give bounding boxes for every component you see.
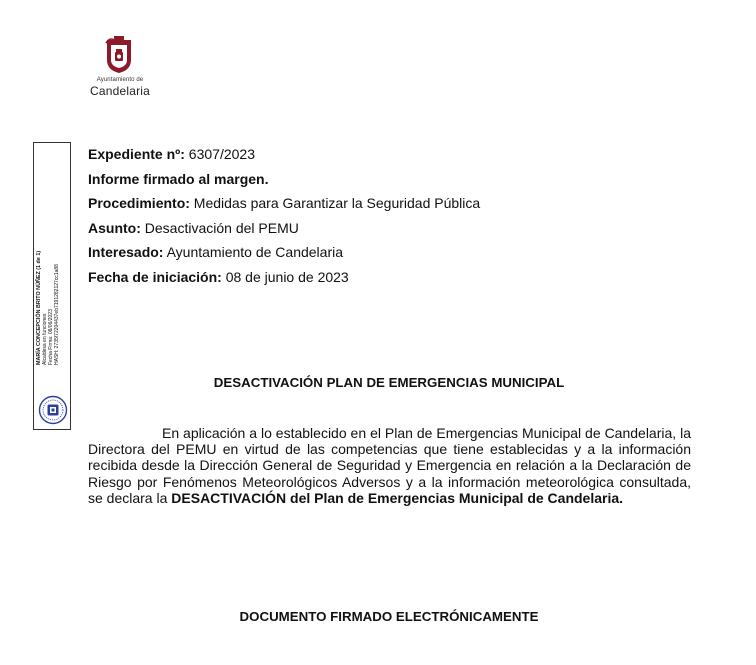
logo-name: Candelaria bbox=[89, 84, 151, 98]
signer-role: Alcaldesa en funciones bbox=[42, 313, 48, 365]
signature-hash: HASH: 2735f72204437eb7191282127cc1a88 bbox=[54, 264, 60, 365]
signature-date: Fecha Firma: 08/06/2023 bbox=[48, 309, 54, 365]
document-title: DESACTIVACIÓN PLAN DE EMERGENCIAS MUNICIPAL bbox=[213, 375, 565, 390]
meta-interesado: Interesado: Ayuntamiento de Candelaria bbox=[88, 244, 344, 261]
signature-details bbox=[36, 245, 70, 365]
meta-asunto: Asunto: Desactivación del PEMU bbox=[88, 219, 299, 236]
logo-subtitle: Ayuntamiento de bbox=[96, 77, 144, 83]
signer-name: MARÍA CONCEPCIÓN BRITO NÚÑEZ (1 de 1) bbox=[36, 250, 42, 365]
signature-stamp bbox=[33, 142, 71, 430]
document-body bbox=[88, 425, 691, 506]
logo-swoosh-icon bbox=[105, 36, 121, 45]
meta-informe: Informe firmado al margen. bbox=[88, 170, 269, 187]
body-declaration: DESACTIVACIÓN del Plan de Emergencias Municipal de Candelaria. bbox=[171, 489, 624, 506]
case-metadata bbox=[88, 142, 708, 290]
meta-expediente: Expediente nº: 6307/2023 bbox=[88, 146, 255, 162]
meta-procedimiento: Procedimiento: Medidas para Garantizar la Seguridad Pública bbox=[88, 195, 481, 212]
signature-notice: DOCUMENTO FIRMADO ELECTRÓNICAMENTE bbox=[239, 609, 539, 624]
ayuntamiento-logo bbox=[88, 36, 152, 108]
electronic-seal-icon bbox=[38, 395, 68, 425]
meta-fecha-iniciacion: Fecha de iniciación: 08 de junio de 2023 bbox=[88, 268, 349, 285]
body-text: En aplicación a lo establecido en el Plan de Emergencias Municipal de Candelaria, la Directora del PEMU en virtud de las competencias que tiene establecidas y a la información recibida desde la Dirección General de Seguridad y Emergencia en relación a la Declaración de Riesgo por Fenómenos Meteorológicos Adversos y a la información meteorológica consultada, se declara la bbox=[88, 425, 691, 506]
